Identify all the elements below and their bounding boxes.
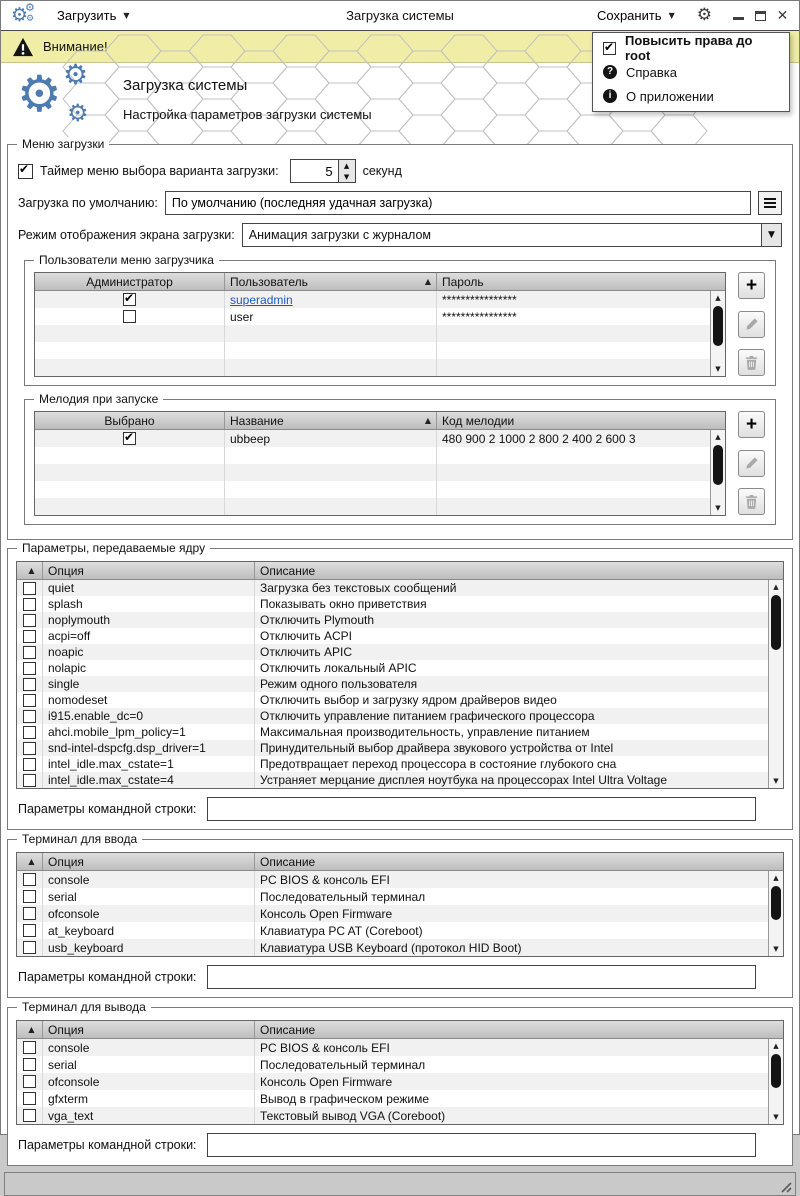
close-button[interactable]: ✕ [776,7,789,24]
option-checkbox[interactable] [23,630,36,643]
option-name: ofconsole [43,1073,255,1090]
output-terminal-header-desc[interactable]: Описание [260,1022,316,1037]
option-desc: Консоль Open Firmware [260,1074,393,1089]
option-checkbox[interactable] [23,614,36,627]
group-output-terminal-legend: Терминал для вывода [17,1000,151,1014]
menu-item-label: О приложении [626,88,714,104]
melody-name: ubbeep [225,430,437,447]
option-desc: Отключить выбор и загрузку ядром драйверов видео [260,693,557,707]
cmdline-label: Параметры командной строки: [18,970,197,984]
timer-checkbox[interactable] [18,164,33,179]
table-row[interactable] [17,644,783,660]
melody-code [437,498,725,515]
option-checkbox[interactable] [23,1092,36,1105]
kernel-header-sort[interactable] [17,562,43,579]
sort-asc-icon: ▲ [28,1025,35,1034]
user-password [437,342,725,359]
option-checkbox[interactable] [23,582,36,595]
table-row[interactable] [17,676,783,692]
option-desc: Предотвращает переход процессора в состояние глубокого сна [260,757,617,771]
melody-table-header [35,412,725,430]
delete-user-button[interactable] [738,349,765,376]
edit-melody-button[interactable] [738,450,765,477]
table-row[interactable] [17,628,783,644]
table-row[interactable] [17,596,783,612]
option-desc: Клавиатура USB Keyboard (протокол HID Boot) [260,940,522,955]
actions-menu [592,32,790,112]
option-desc: Отключить ACPI [260,629,352,643]
option-desc: Отключить локальный APIC [260,661,417,675]
option-desc: PC BIOS & консоль EFI [260,872,390,887]
table-row[interactable] [35,498,725,515]
option-checkbox[interactable] [23,694,36,707]
melody-name [225,481,437,498]
table-row[interactable] [17,772,783,788]
input-terminal-table [16,852,784,957]
checked-checkbox-icon [603,42,616,55]
table-row[interactable] [17,1056,783,1073]
scroll-up-icon[interactable]: ▲ [773,583,779,591]
user-admin-checkbox[interactable] [123,310,136,323]
users-table [34,272,726,377]
input-terminal-body [17,871,783,956]
option-checkbox[interactable] [23,774,36,787]
menu-item-label: Повысить права до root [625,33,753,63]
option-name: nolapic [43,660,255,676]
sort-asc-icon: ▲ [28,566,35,575]
resize-grip[interactable] [779,1180,792,1193]
melody-code [437,447,725,464]
output-terminal-header [17,1021,783,1039]
display-mode-label: Режим отображения экрана загрузки: [18,228,235,242]
option-name: snd-intel-dspcfg.dsp_driver=1 [43,740,255,756]
display-mode-select[interactable] [242,223,782,247]
default-boot-input[interactable] [165,191,751,215]
table-row[interactable] [35,359,725,376]
table-row[interactable] [17,708,783,724]
scrollbar-thumb[interactable] [771,595,781,650]
users-toolbar [738,272,766,376]
delete-melody-button[interactable] [738,488,765,515]
info-icon: i [603,89,617,103]
scroll-down-icon[interactable]: ▼ [773,1113,779,1121]
table-row[interactable] [17,660,783,676]
window-controls [732,9,789,22]
cmdline-label: Параметры командной строки: [18,802,197,816]
output-terminal-cmdline-input[interactable] [207,1133,756,1157]
hamburger-icon [764,198,776,200]
output-terminal-header-option[interactable]: Опция [43,1021,255,1038]
warning-icon [12,37,34,57]
maximize-button[interactable] [754,9,767,22]
users-header-password[interactable]: Пароль [442,274,484,289]
cmdline-label: Параметры командной строки: [18,1138,197,1152]
option-name: quiet [43,580,255,596]
scroll-up-icon[interactable]: ▲ [715,294,721,302]
option-desc: Клавиатура PC AT (Coreboot) [260,923,423,938]
input-terminal-header-option[interactable]: Опция [43,853,255,870]
kernel-table-body [17,580,783,788]
pencil-icon [745,456,759,470]
group-boot-menu-legend: Меню загрузки [17,137,109,151]
scrollbar-thumb[interactable] [771,886,781,920]
minimize-button[interactable] [732,9,745,22]
kernel-cmdline-input[interactable] [207,797,756,821]
input-terminal-cmdline-row [18,965,782,989]
option-desc: Режим одного пользователя [260,677,418,691]
user-password: **************** [442,309,517,324]
kernel-header-desc[interactable]: Описание [260,563,316,578]
table-row[interactable] [17,871,783,888]
melody-scrollbar[interactable] [710,430,725,515]
option-name: noplymouth [43,612,255,628]
group-melody-legend: Мелодия при запуске [34,392,163,406]
melody-code [437,464,725,481]
user-password [437,359,725,376]
scrollbar-thumb[interactable] [771,1054,781,1088]
table-row[interactable] [35,430,725,447]
option-name: intel_idle.max_cstate=1 [43,756,255,772]
trash-icon [745,495,758,509]
save-menu-label: Сохранить [596,8,662,23]
option-name: gfxterm [43,1090,255,1107]
option-desc: Текстовый вывод VGA (Coreboot) [260,1108,446,1123]
option-checkbox[interactable] [23,726,36,739]
option-name: intel_idle.max_cstate=4 [43,772,255,788]
option-checkbox[interactable] [23,1075,36,1088]
table-row[interactable] [17,1107,783,1124]
table-row[interactable] [17,1090,783,1107]
output-terminal-header-sort[interactable] [17,1021,43,1038]
melody-table [34,411,726,516]
option-checkbox[interactable] [23,907,36,920]
kernel-scrollbar[interactable] [768,580,783,788]
window-title: Загрузка системы [346,8,454,23]
option-desc: Вывод в графическом режиме [260,1091,430,1106]
display-mode-value: Анимация загрузки с журналом [248,228,432,242]
load-menu-label: Загрузить [57,8,117,23]
table-row[interactable] [35,325,725,342]
app-gears-icon: ⚙ ⚙ ⚙ [11,0,35,26]
option-name: at_keyboard [43,922,255,939]
table-row[interactable] [35,447,725,464]
table-row[interactable] [17,724,783,740]
menu-item-label: Справка [626,64,677,80]
option-name: acpi=off [43,628,255,644]
group-boot-menu [7,137,793,540]
option-desc: Последовательный терминал [260,1057,426,1072]
output-terminal-scrollbar[interactable] [768,1039,783,1124]
option-desc: Отключить Plymouth [260,613,375,627]
option-checkbox[interactable] [23,873,36,886]
boot-entries-list-button[interactable] [758,191,782,215]
users-table-header [35,273,725,291]
option-name: ofconsole [43,905,255,922]
group-kernel-params [7,541,793,830]
option-name: ahci.mobile_lpm_policy=1 [43,724,255,740]
sort-asc-icon: ▲ [28,857,35,866]
warning-text: Внимание! [43,39,108,54]
status-bar [4,1172,796,1196]
group-input-terminal [7,832,793,998]
chevron-down-icon: ▼ [668,11,675,20]
scroll-down-icon[interactable]: ▼ [715,365,721,373]
table-row[interactable] [35,481,725,498]
group-output-terminal [7,1000,793,1166]
melody-name [225,464,437,481]
table-row[interactable] [17,905,783,922]
user-name[interactable]: user [230,309,254,324]
chevron-down-icon[interactable]: ▼ [761,224,781,246]
scroll-down-icon[interactable]: ▼ [773,945,779,953]
header-gears-icon: ⚙ ⚙ ⚙ [17,58,89,127]
user-admin-checkbox[interactable] [123,293,136,306]
input-terminal-header [17,853,783,871]
group-users [24,253,776,386]
option-desc: Загрузка без текстовых сообщений [260,581,457,595]
chevron-down-icon: ▼ [123,11,130,20]
option-name: i915.enable_dc=0 [43,708,255,724]
users-table-body [35,291,725,376]
scroll-up-icon[interactable]: ▲ [773,1042,779,1050]
timer-spinbox-value[interactable] [291,160,338,182]
option-name: console [43,1039,255,1056]
option-name: vga_text [43,1107,255,1124]
spin-down-button[interactable]: ▼ [343,172,350,181]
input-terminal-header-desc[interactable]: Описание [260,854,316,869]
page-title: Загрузка системы [123,77,248,94]
option-name: console [43,871,255,888]
option-checkbox[interactable] [23,598,36,611]
default-boot-row [18,191,782,215]
option-checkbox[interactable] [23,710,36,723]
table-row[interactable] [17,1073,783,1090]
output-terminal-table [16,1020,784,1125]
table-row[interactable] [17,756,783,772]
melody-table-body [35,430,725,515]
option-checkbox[interactable] [23,890,36,903]
scroll-down-icon[interactable]: ▼ [773,777,779,785]
table-row[interactable] [35,342,725,359]
timer-spinbox [290,159,356,183]
option-checkbox[interactable] [23,742,36,755]
group-kernel-params-legend: Параметры, передаваемые ядру [17,541,210,555]
page-subtitle: Настройка параметров загрузки системы [123,107,372,122]
table-row[interactable] [17,612,783,628]
user-password: **************** [442,292,517,307]
scrollbar-thumb[interactable] [713,445,723,485]
kernel-header-option[interactable]: Опция [43,562,255,579]
table-row[interactable] [35,308,725,325]
scroll-up-icon[interactable]: ▲ [715,433,721,441]
users-header-admin[interactable]: Администратор [35,273,225,290]
output-terminal-cmdline-row [18,1133,782,1157]
load-menu-button[interactable] [51,5,136,26]
user-password [437,325,725,342]
melody-toolbar [738,411,766,515]
table-row[interactable] [35,464,725,481]
kernel-params-table [16,561,784,789]
pencil-icon [745,317,759,331]
trash-icon [745,356,758,370]
option-name: nomodeset [43,692,255,708]
scrollbar-thumb[interactable] [713,306,723,346]
option-name: serial [43,888,255,905]
toolbar [1,1,799,31]
option-checkbox[interactable] [23,678,36,691]
timer-unit-label: секунд [362,164,402,178]
melody-header-name[interactable]: Название ▲ [225,412,437,429]
question-icon: ? [603,65,617,79]
group-input-terminal-legend: Терминал для ввода [17,832,142,846]
table-row[interactable] [17,888,783,905]
table-row[interactable] [17,1039,783,1056]
melody-name [225,447,437,464]
melody-selected-checkbox[interactable] [123,432,136,445]
menu-item-elevate-root[interactable] [593,33,789,63]
option-checkbox[interactable] [23,1058,36,1071]
option-checkbox[interactable] [23,758,36,771]
user-name[interactable]: superadmin [230,292,293,307]
option-checkbox[interactable] [23,1041,36,1054]
timer-label: Таймер меню выбора варианта загрузки: [40,164,279,178]
input-terminal-header-sort[interactable] [17,853,43,870]
option-desc: Показывать окно приветствия [260,597,427,611]
edit-user-button[interactable] [738,311,765,338]
option-name: usb_keyboard [43,939,255,956]
option-desc: Консоль Open Firmware [260,906,393,921]
table-row[interactable] [17,692,783,708]
input-terminal-scrollbar[interactable] [768,871,783,956]
option-desc: Отключить APIC [260,645,352,659]
input-terminal-cmdline-input[interactable] [207,965,756,989]
menu-item-help[interactable] [593,60,789,84]
kernel-cmdline-row [18,797,782,821]
add-melody-button[interactable]: + [738,411,765,438]
table-row[interactable] [17,922,783,939]
add-user-button[interactable]: + [738,272,765,299]
default-boot-label: Загрузка по умолчанию: [18,196,158,210]
option-checkbox[interactable] [23,941,36,954]
display-mode-row [18,223,782,247]
output-terminal-body [17,1039,783,1124]
option-desc: Принудительный выбор драйвера звукового устройства от Intel [260,741,614,755]
kernel-table-header [17,562,783,580]
group-users-legend: Пользователи меню загрузчика [34,253,219,267]
scroll-down-icon[interactable]: ▼ [715,504,721,512]
melody-name [225,498,437,515]
option-checkbox[interactable] [23,646,36,659]
option-name: noapic [43,644,255,660]
spin-up-button[interactable]: ▲ [343,161,350,170]
melody-header-code[interactable]: Код мелодии [442,413,515,428]
melody-code: 480 900 2 1000 2 800 2 400 2 600 3 [442,431,636,446]
option-name: serial [43,1056,255,1073]
sort-asc-icon: ▲ [424,416,431,425]
menu-item-about[interactable] [593,84,789,108]
scroll-up-icon[interactable]: ▲ [773,874,779,882]
option-checkbox[interactable] [23,662,36,675]
settings-gear-button[interactable]: ⚙ [696,5,712,25]
option-desc: Максимальная производительность, управление питанием [260,725,590,739]
option-name: splash [43,596,255,612]
option-checkbox[interactable] [23,924,36,937]
melody-code [437,481,725,498]
save-menu-button[interactable] [591,5,681,26]
option-desc: Последовательный терминал [260,889,426,904]
group-melody [24,392,776,525]
table-row[interactable] [17,580,783,596]
table-row[interactable] [35,291,725,308]
option-checkbox[interactable] [23,1109,36,1122]
users-scrollbar[interactable] [710,291,725,376]
option-desc: PC BIOS & консоль EFI [260,1040,390,1055]
users-header-user[interactable]: Пользователь ▲ [225,273,437,290]
table-row[interactable] [17,939,783,956]
option-desc: Отключить управление питанием графического процессора [260,709,595,723]
option-desc: Устраняет мерцание дисплея ноутбука на процессорах Intel Ultra Voltage [260,773,667,787]
table-row[interactable] [17,740,783,756]
timer-row [18,159,782,183]
sort-asc-icon: ▲ [424,277,431,286]
melody-header-selected[interactable]: Выбрано [35,412,225,429]
option-name: single [43,676,255,692]
